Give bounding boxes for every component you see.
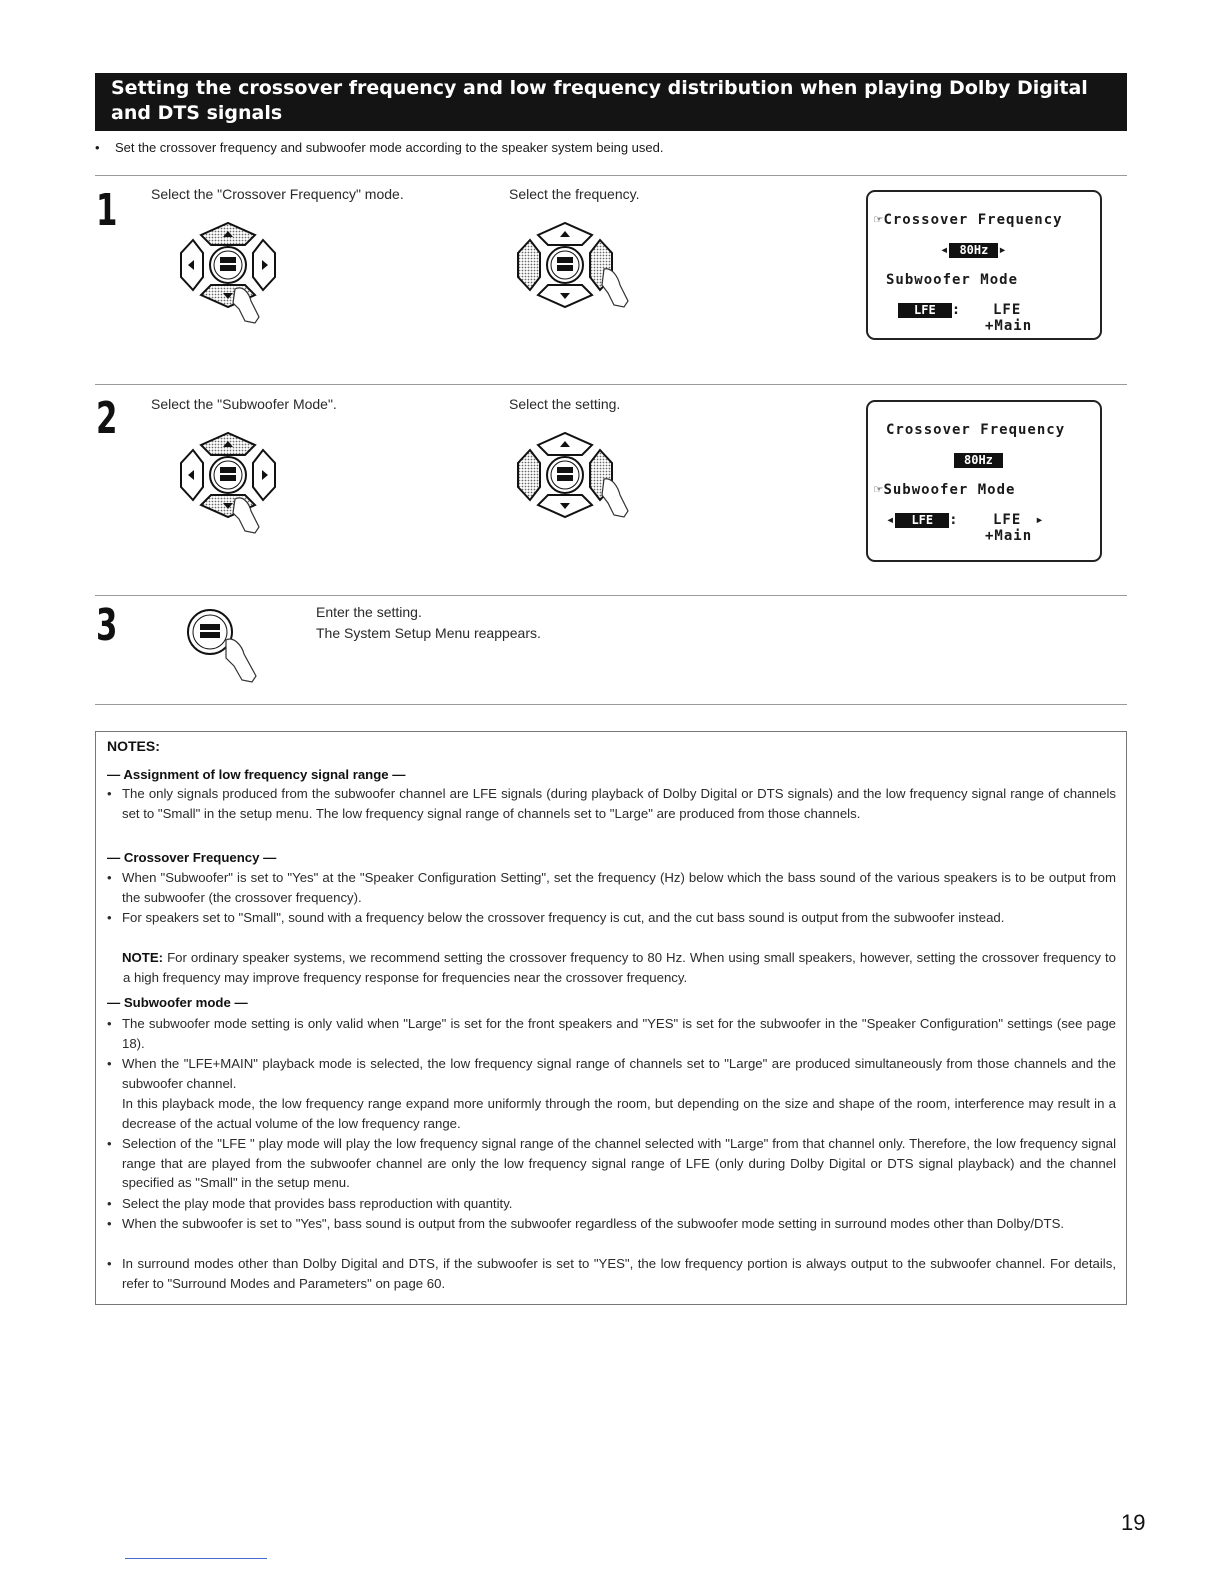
- pointer-icon: ☞: [874, 212, 884, 228]
- left-arrow-icon: ◂: [886, 512, 896, 528]
- notes-paragraph: The only signals produced from the subwoofer channel are LFE signals (during playback of Dolby Digital or DTS signals) and the low frequency signal range of channels set to "Small" in the setup menu. The low frequency signal range of channels set to "Large" are produced from those channels.: [122, 786, 1116, 821]
- note-label: NOTE:: [122, 950, 164, 965]
- osd-option-lfe: LFE: [993, 302, 1022, 318]
- bullet-icon: •: [107, 1136, 112, 1151]
- notes-paragraph: For speakers set to "Small", sound with a frequency below the crossover frequency is cut, and the cut bass sound is output from the subwoofer instead.: [122, 910, 1005, 925]
- step-number-3: 3: [96, 600, 118, 651]
- osd-mode-value: LFE: [898, 303, 952, 318]
- notes-paragraph: When the "LFE+MAIN" playback mode is selected, the low frequency signal range of channels set to "Large" are produced simultaneously from those channels and the subwoofer channel.: [122, 1056, 1116, 1091]
- notes-paragraph: In surround modes other than Dolby Digital and DTS, if the subwoofer is set to "YES", the low frequency portion is always output to the subwoofer channel. For details, refer to "Surround Modes and Parameters" on page 60.: [122, 1256, 1116, 1291]
- notes-box: [95, 731, 1127, 1305]
- remote-cursor-up-down-icon: [163, 395, 293, 545]
- notes-paragraph: In this playback mode, the low frequency range expand more uniformly through the room, but depending on the size and shape of the room, interference may result in a decrease of the actual volume of the low frequency range.: [122, 1096, 1116, 1131]
- step-number-2: 2: [96, 393, 118, 444]
- left-arrow-icon: ◂: [940, 242, 950, 258]
- notes-paragraph: When the subwoofer is set to "Yes", bass sound is output from the subwoofer regardless of the subwoofer mode setting in surround modes other than Dolby/DTS.: [122, 1216, 1065, 1231]
- bullet-icon: •: [107, 1216, 112, 1231]
- divider: [95, 175, 1127, 176]
- osd-colon: :: [951, 302, 962, 318]
- divider: [95, 384, 1127, 385]
- bullet-icon: •: [107, 1016, 112, 1031]
- step1-right-caption: Select the frequency.: [509, 186, 640, 202]
- osd-colon: :: [949, 512, 959, 528]
- bullet-icon: •: [95, 140, 100, 155]
- step2-right-caption: Select the setting.: [509, 396, 621, 412]
- bullet-icon: •: [107, 1056, 112, 1071]
- notes-paragraph: When "Subwoofer" is set to "Yes" at the "Speaker Configuration Setting", set the frequency (Hz) below which the bass sound of the various speakers is to be output from the subwoofer (the crossover frequency).: [122, 870, 1116, 905]
- osd-option-lfe: LFE: [993, 512, 1022, 528]
- notes-subheading-assignment: — Assignment of low frequency signal range —: [107, 767, 406, 782]
- osd-mode-value: LFE: [895, 513, 949, 528]
- pointer-icon: ☞: [874, 482, 884, 498]
- osd-display-step2: [866, 400, 1102, 562]
- remote-cursor-up-down-icon: [163, 185, 293, 335]
- notes-paragraph: Selection of the "LFE " play mode will play the low frequency signal range of the channel selected with "Large" from that channel only. Therefore, the low frequency signal range that are played from the subwoofer channel are only the low frequency signal range of LFE (only during Dolby Digital or DTS signal playback) and the channel specified as "Small" in the setup menu.: [122, 1136, 1116, 1191]
- osd-frequency-value: 80Hz: [954, 453, 1003, 468]
- step-number-1: 1: [96, 185, 118, 236]
- section-title-banner: [95, 73, 1127, 131]
- divider: [95, 595, 1127, 596]
- step1-left-caption: Select the "Crossover Frequency" mode.: [151, 186, 404, 202]
- osd-subwoofer-label: Subwoofer Mode: [886, 272, 1019, 288]
- divider: [95, 704, 1127, 705]
- right-arrow-icon: ▸: [1035, 512, 1045, 528]
- step2-left-caption: Select the "Subwoofer Mode".: [151, 396, 337, 412]
- notes-subheading-subwoofer: — Subwoofer mode —: [107, 995, 248, 1010]
- note-block: [123, 948, 1116, 987]
- notes-paragraph: The subwoofer mode setting is only valid when "Large" is set for the front speakers and "YES" is set for the subwoofer in the "Speaker Configuration" settings (see page 18).: [122, 1016, 1116, 1051]
- bullet-icon: •: [107, 786, 112, 801]
- notes-paragraph: Select the play mode that provides bass reproduction with quantity.: [122, 1196, 513, 1211]
- right-arrow-icon: ▸: [998, 242, 1008, 258]
- footer-link-line: [125, 1558, 267, 1559]
- osd-option-main: +Main: [985, 528, 1033, 544]
- remote-cursor-left-right-icon: [500, 185, 630, 335]
- step3-line2: The System Setup Menu reappears.: [316, 625, 541, 641]
- bullet-icon: •: [107, 1256, 112, 1271]
- intro-text: [95, 140, 664, 155]
- bullet-icon: •: [107, 870, 112, 885]
- notes-heading: NOTES:: [107, 738, 160, 754]
- enter-button-icon: [180, 600, 280, 690]
- intro-label: Set the crossover frequency and subwoofer mode according to the speaker system being used.: [115, 140, 664, 155]
- step3-line1: Enter the setting.: [316, 604, 422, 620]
- osd-display-step1: [866, 190, 1102, 340]
- page-number: 19: [1121, 1510, 1146, 1535]
- notes-subheading-crossover: — Crossover Frequency —: [107, 850, 277, 865]
- section-title-line2: and DTS signals: [111, 102, 283, 124]
- osd-crossover-label: Crossover Frequency: [886, 422, 1066, 438]
- bullet-icon: •: [107, 1196, 112, 1211]
- osd-crossover-label: Crossover Frequency: [883, 212, 1063, 228]
- osd-option-main: +Main: [985, 318, 1033, 334]
- osd-subwoofer-label: Subwoofer Mode: [883, 482, 1016, 498]
- bullet-icon: •: [107, 910, 112, 925]
- remote-cursor-left-right-icon: [500, 395, 630, 545]
- section-title-line1: Setting the crossover frequency and low frequency distribution when playing Dolby Digital: [111, 77, 1088, 99]
- osd-frequency-value: 80Hz: [949, 243, 998, 258]
- note-text: For ordinary speaker systems, we recommend setting the crossover frequency to 80 Hz. When using small speakers, however, setting the crossover frequency to a high frequency may improve frequency response for frequencies near the crossover frequency.: [123, 950, 1116, 985]
